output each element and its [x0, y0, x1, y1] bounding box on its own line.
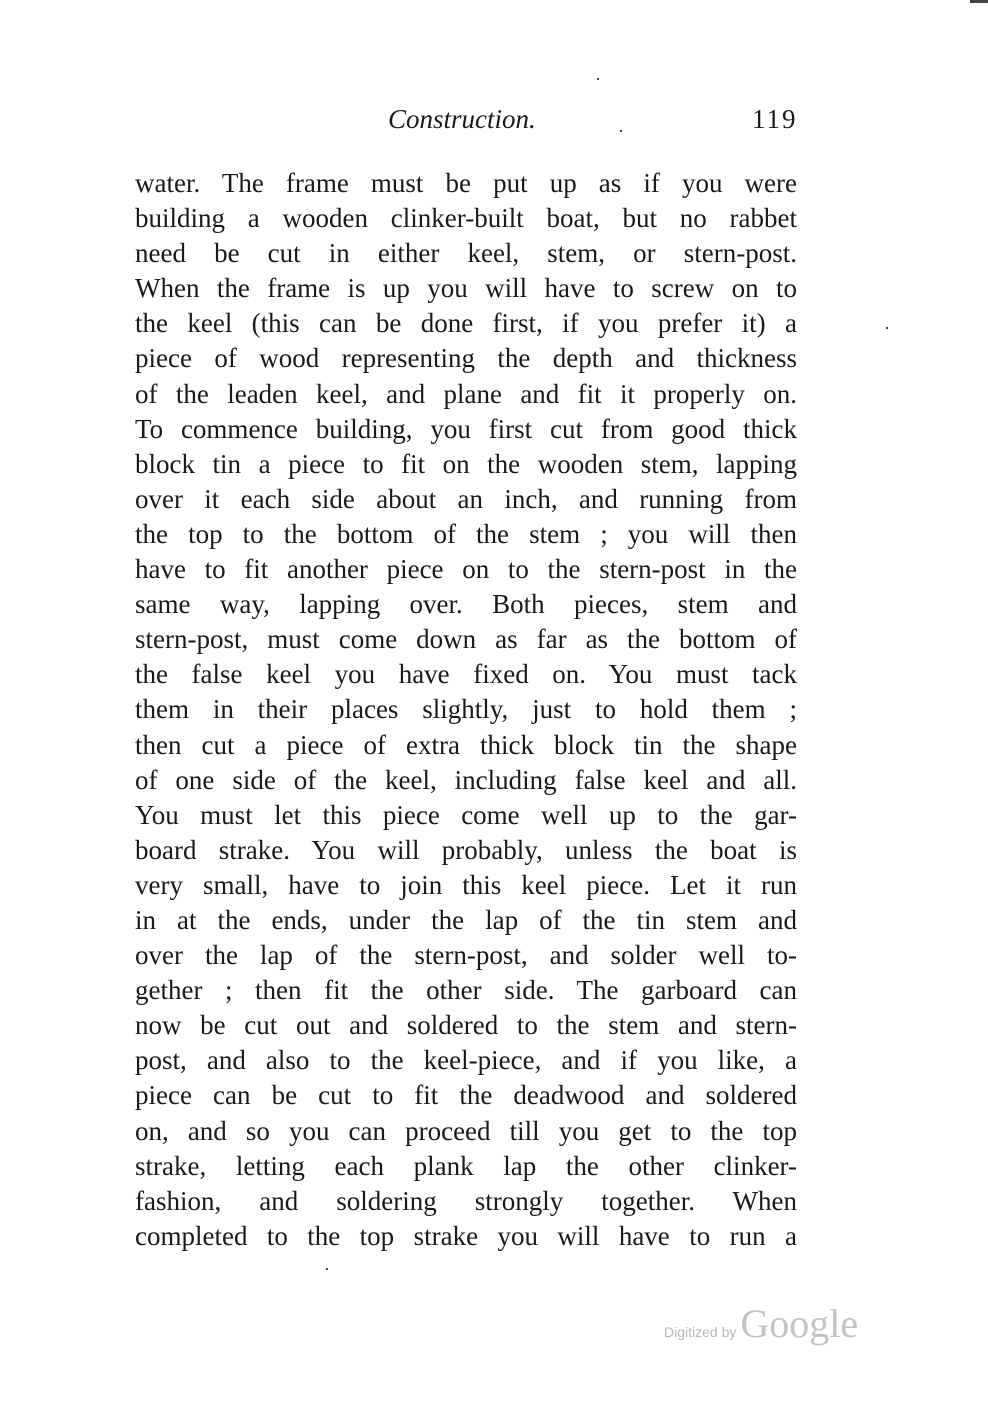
- text-line: fashion, and soldering strongly together. When: [135, 1185, 797, 1216]
- google-logo: Google: [740, 1301, 859, 1346]
- text-line: stern-post, must come down as far as the bottom of: [135, 624, 797, 655]
- watermark-prefix: Digitized by: [664, 1324, 737, 1340]
- text-line: the keel (this can be done first, if you prefer it) a: [135, 308, 797, 339]
- text-line: of one side of the keel, including false keel and all.: [135, 764, 797, 795]
- text-line: When the frame is up you will have to screw on to: [135, 273, 797, 304]
- text-line: You must let this piece come well up to the gar-: [135, 799, 797, 830]
- digitized-watermark: [664, 1300, 858, 1347]
- text-line: block tin a piece to fit on the wooden stem, lapping: [135, 448, 797, 479]
- text-line: very small, have to join this keel piece. Let it run: [135, 869, 797, 900]
- text-line: of the leaden keel, and plane and fit it properly on.: [135, 378, 797, 409]
- text-line: in at the ends, under the lap of the tin stem and: [135, 904, 797, 935]
- scan-speck: [620, 130, 622, 132]
- scan-speck: [886, 327, 888, 329]
- page-number: 119: [752, 104, 798, 134]
- text-line: on, and so you can proceed till you get to the top: [135, 1115, 797, 1146]
- text-line: building a wooden clinker-built boat, but no rabbet: [135, 203, 797, 234]
- text-line: completed to the top strake you will have to run a: [135, 1220, 797, 1251]
- text-line: post, and also to the keel-piece, and if you like, a: [135, 1045, 797, 1076]
- text-line: need be cut in either keel, stem, or stern-post.: [135, 238, 797, 269]
- text-line: strake, letting each plank lap the other clinker-: [135, 1150, 797, 1181]
- text-line: To commence building, you first cut from good thick: [135, 413, 797, 444]
- text-line: over it each side about an inch, and running from: [135, 483, 797, 514]
- text-line: the top to the bottom of the stem ; you will then: [135, 518, 797, 549]
- text-line: the false keel you have fixed on. You must tack: [135, 659, 797, 690]
- text-line: water. The frame must be put up as if you were: [135, 168, 797, 198]
- text-line: same way, lapping over. Both pieces, stem and: [135, 589, 797, 620]
- text-line: board strake. You will probably, unless the boat is: [135, 834, 797, 865]
- text-line: have to fit another piece on to the stern-post in the: [135, 554, 797, 585]
- scan-speck: [597, 78, 599, 80]
- text-line: now be cut out and soldered to the stem and stern-: [135, 1010, 797, 1041]
- text-line: then cut a piece of extra thick block tin the shape: [135, 729, 797, 760]
- text-line: piece of wood representing the depth and thickness: [135, 343, 797, 374]
- scan-speck: [326, 1268, 328, 1270]
- body-text: [135, 166, 797, 1254]
- text-line: gether ; then fit the other side. The garboard can: [135, 975, 797, 1006]
- text-line: piece can be cut to fit the deadwood and soldered: [135, 1080, 797, 1111]
- scan-edge-mark: [970, 0, 988, 3]
- text-line: over the lap of the stern-post, and solder well to-: [135, 940, 797, 971]
- text-line: them in their places slightly, just to hold them ;: [135, 694, 797, 725]
- running-header-title: Construction.: [388, 104, 536, 134]
